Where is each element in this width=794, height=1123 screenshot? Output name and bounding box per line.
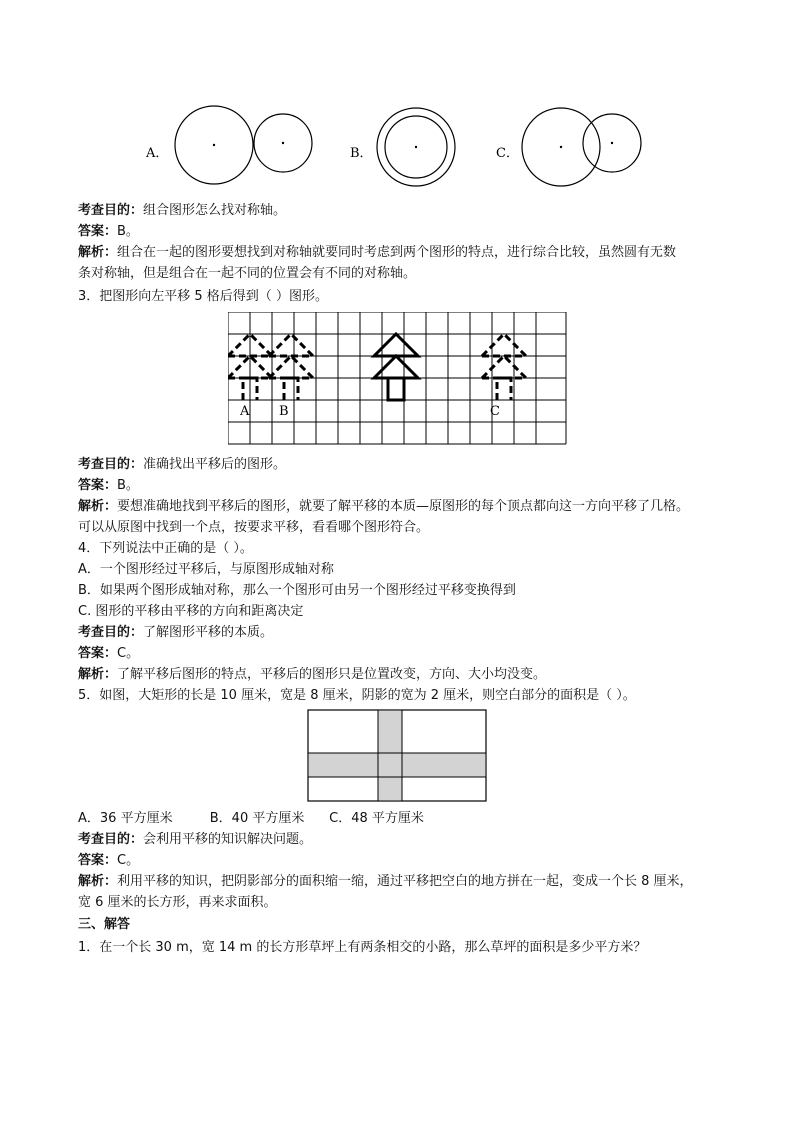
q4-answer: 答案：C。 [78, 646, 140, 661]
q4-option-b: B．如果两个图形成轴对称，那么一个图形可由另一个图形经过平移变换得到 [78, 583, 516, 598]
translation-grid-figure [228, 312, 568, 448]
q5-purpose: 考查目的：会利用平移的知识解决问题。 [78, 832, 313, 847]
q3-analysis-line2: 可以从原图中找到一个点，按要求平移，看看哪个图形符合。 [78, 520, 430, 535]
q5-analysis-line2: 宽 6 厘米的长方形，再来求面积。 [78, 895, 277, 910]
q2-analysis-line1: 解析：组合在一起的图形要想找到对称轴就要同时考虑到两个图形的特点，进行综合比较，虽然圆有无数 [78, 245, 677, 260]
q4-purpose: 考查目的：了解图形平移的本质。 [78, 625, 274, 640]
option-a-small-center-dot [282, 142, 284, 144]
q4-analysis: 解析：了解平移后图形的特点，平移后的图形只是位置改变，方向、大小均没变。 [78, 667, 547, 682]
q2-analysis-line2: 条对称轴，但是组合在一起不同的位置会有不同的对称轴。 [78, 266, 417, 281]
q5-analysis-line1: 解析：利用平移的知识，把阴影部分的面积缩一缩，通过平移把空白的地方拼在一起，变成一个长 8 厘米， [78, 874, 693, 889]
q3-answer: 答案：B。 [78, 478, 139, 493]
q2-purpose: 考查目的：组合图形怎么找对称轴。 [78, 203, 287, 218]
horizontal-shaded-path [308, 753, 486, 777]
rectangle-figure [307, 709, 488, 803]
q4-option-c: C. 图形的平移由平移的方向和距离决定 [78, 604, 304, 619]
option-c-center-dot [560, 146, 562, 148]
q3-purpose: 考查目的：准确找出平移后的图形。 [78, 457, 287, 472]
option-b-center-dot [415, 146, 417, 148]
option-c-small-center-dot [611, 142, 613, 144]
q4-option-a: A．一个图形经过平移后，与原图形成轴对称 [78, 562, 334, 577]
tree-option-c [482, 334, 526, 400]
q5-question: 5．如图，大矩形的长是 10 厘米，宽是 8 厘米，阴影的宽为 2 厘米，则空白部分的面积是（ ）。 [78, 688, 636, 703]
q5-answer: 答案：C。 [78, 853, 140, 868]
grid-label-c: C [490, 404, 500, 419]
grid-label-a: A [240, 404, 250, 419]
q4-question: 4．下列说法中正确的是（ ）。 [78, 541, 253, 556]
q5-options: A．36 平方厘米 B．40 平方厘米 C．48 平方厘米 [78, 811, 424, 826]
q3-question: 3．把图形向左平移 5 格后得到（ ）图形。 [78, 289, 328, 304]
grid-label-b: B [279, 404, 289, 419]
q3-analysis-line1: 解析：要想准确地找到平移后的图形，就要了解平移的本质—原图形的每个顶点都向这一方向平移了几格。 [78, 499, 690, 514]
option-c-label: C． [496, 146, 519, 161]
section3-question1: 1．在一个长 30 m，宽 14 m 的长方形草坪上有两条相交的小路，那么草坪的面积是多少平方米？ [78, 940, 647, 955]
option-a-label: A． [146, 146, 169, 161]
q2-answer: 答案：B。 [78, 224, 139, 239]
circles-figure [140, 100, 660, 195]
option-a-center-dot [213, 144, 215, 146]
section3-heading: 三、解答 [78, 917, 131, 932]
tree-original [374, 334, 418, 400]
tree-option-b [269, 334, 313, 400]
option-b-label: B． [350, 146, 373, 161]
